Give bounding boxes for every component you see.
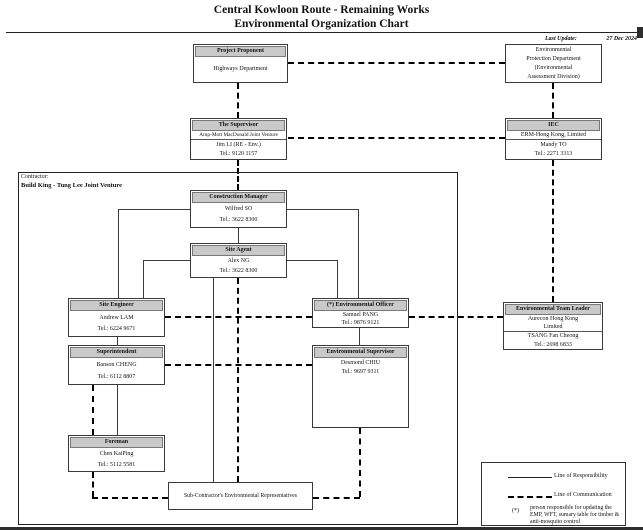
box-env-team-leader	[503, 302, 603, 350]
title-rule	[6, 32, 637, 33]
box-iec	[505, 118, 602, 160]
box-supervisor-tel: Tel.: 9120 1157	[219, 151, 258, 158]
box-supervisor-org: Arup-Mott MacDonald Joint Venture	[191, 131, 286, 140]
last-update	[545, 36, 637, 42]
box-epd-line2: Protection Department	[526, 56, 581, 62]
box-foreman-name: Chen KaiPing	[99, 451, 134, 457]
box-env-team-leader-org2: Limited	[504, 323, 602, 332]
box-construction-manager-header: Construction Manager	[192, 192, 285, 203]
box-env-officer	[312, 298, 409, 328]
box-subcontractor	[168, 482, 313, 510]
box-iec-name: Mandy TO	[540, 142, 567, 149]
box-foreman	[68, 435, 165, 472]
title-line1: Central Kowloon Route - Remaining Works	[213, 4, 430, 16]
box-epd-line4: Assessment Division)	[527, 74, 580, 80]
box-env-officer-name: Samuel PANG	[342, 311, 379, 318]
last-update-label: Last Update:	[545, 36, 577, 42]
box-project-proponent-body: Highways Department	[213, 66, 268, 73]
legend-box	[481, 462, 626, 526]
comm-line-proponent-supervisor	[237, 83, 239, 118]
box-env-team-leader-tel: Tel.: 2698 6833	[534, 341, 572, 348]
box-site-agent-tel: Tel.: 3622 8300	[219, 268, 258, 275]
legend-solid-line-sample	[508, 477, 552, 478]
box-iec-header: IEC	[507, 120, 600, 131]
box-project-proponent	[193, 44, 288, 83]
box-construction-manager-tel: Tel.: 3622 8300	[219, 217, 258, 224]
box-env-team-leader-header: Environmental Team Leader	[505, 304, 601, 315]
contractor-name: Build King - Tung Lee Joint Venture	[21, 182, 123, 189]
box-superintendent-tel: Tel.: 6112 8807	[97, 373, 136, 380]
comm-line-supervisor-iec	[288, 137, 505, 139]
box-supervisor-name: Jim LI (RE - Env.)	[216, 142, 261, 149]
box-construction-manager	[190, 190, 287, 228]
title-line2: Environmental Organization Chart	[234, 18, 409, 30]
box-supervisor-header: The Supervisor	[192, 120, 285, 131]
box-env-supervisor-name: Desmond CHIU	[340, 359, 381, 366]
legend-note: person responsible for updating the EMP, WFT, sumary table for timber & anti-mosquito control	[530, 505, 620, 525]
box-site-engineer	[68, 298, 165, 337]
legend-dashed-line-sample	[508, 496, 552, 498]
box-epd-line3: (Environmental	[534, 65, 573, 71]
box-env-team-leader-name: TSANG Fan Cheong	[527, 333, 579, 340]
box-superintendent-header: Superintendent	[70, 347, 163, 358]
box-superintendent-name: Banson CHENG	[96, 362, 137, 368]
box-construction-manager-name: Wilfred SO	[224, 206, 253, 213]
legend-responsibility-label: Line of Responsibility	[554, 473, 608, 479]
box-superintendent	[68, 345, 165, 385]
box-env-team-leader-org1: Aurecon Hong Kong	[527, 315, 579, 322]
box-site-agent	[190, 243, 287, 278]
box-epd	[505, 44, 602, 83]
box-supervisor	[190, 118, 287, 160]
box-foreman-header: Foreman	[70, 437, 163, 448]
legend-asterisk: (*)	[512, 508, 519, 514]
box-env-supervisor-tel: Tel.: 9697 9311	[341, 368, 380, 375]
box-site-engineer-tel: Tel.: 6224 9671	[97, 325, 136, 332]
box-iec-tel: Tel.: 2271 3313	[534, 151, 573, 158]
box-site-engineer-header: Site Engineer	[70, 300, 163, 311]
box-foreman-tel: Tel.: 5112 5581	[97, 461, 136, 468]
contractor-label: Contractor:	[21, 174, 49, 180]
comm-line-epd-iec	[552, 83, 554, 118]
comm-line-iec-etl	[552, 160, 554, 302]
box-site-engineer-name: Andrew LAM	[99, 314, 134, 321]
box-iec-org: ERM-Hong Kong, Limited	[506, 131, 601, 140]
comm-line-proponent-epd	[288, 62, 505, 64]
box-site-agent-name: Alex NG	[227, 258, 250, 265]
page-edge-artifact-right	[637, 27, 643, 38]
box-epd-line1: Environmental	[535, 47, 572, 53]
box-site-agent-header: Site Agent	[192, 245, 285, 256]
box-env-officer-tel: Tel.: 9876 9121	[341, 319, 380, 326]
last-update-value: 27 Dec 2024	[606, 36, 637, 42]
box-env-supervisor-header: Environmental Supervisor	[314, 347, 407, 358]
box-subcontractor-label: Sub-Contractor's Environmental Representatives	[183, 493, 298, 499]
page-title	[0, 3, 643, 31]
box-env-officer-header: (*) Environmental Officer	[314, 300, 407, 311]
legend-communication-label: Line of Communication	[554, 492, 612, 498]
box-env-supervisor	[312, 345, 409, 428]
box-project-proponent-header: Project Proponent	[195, 46, 286, 57]
